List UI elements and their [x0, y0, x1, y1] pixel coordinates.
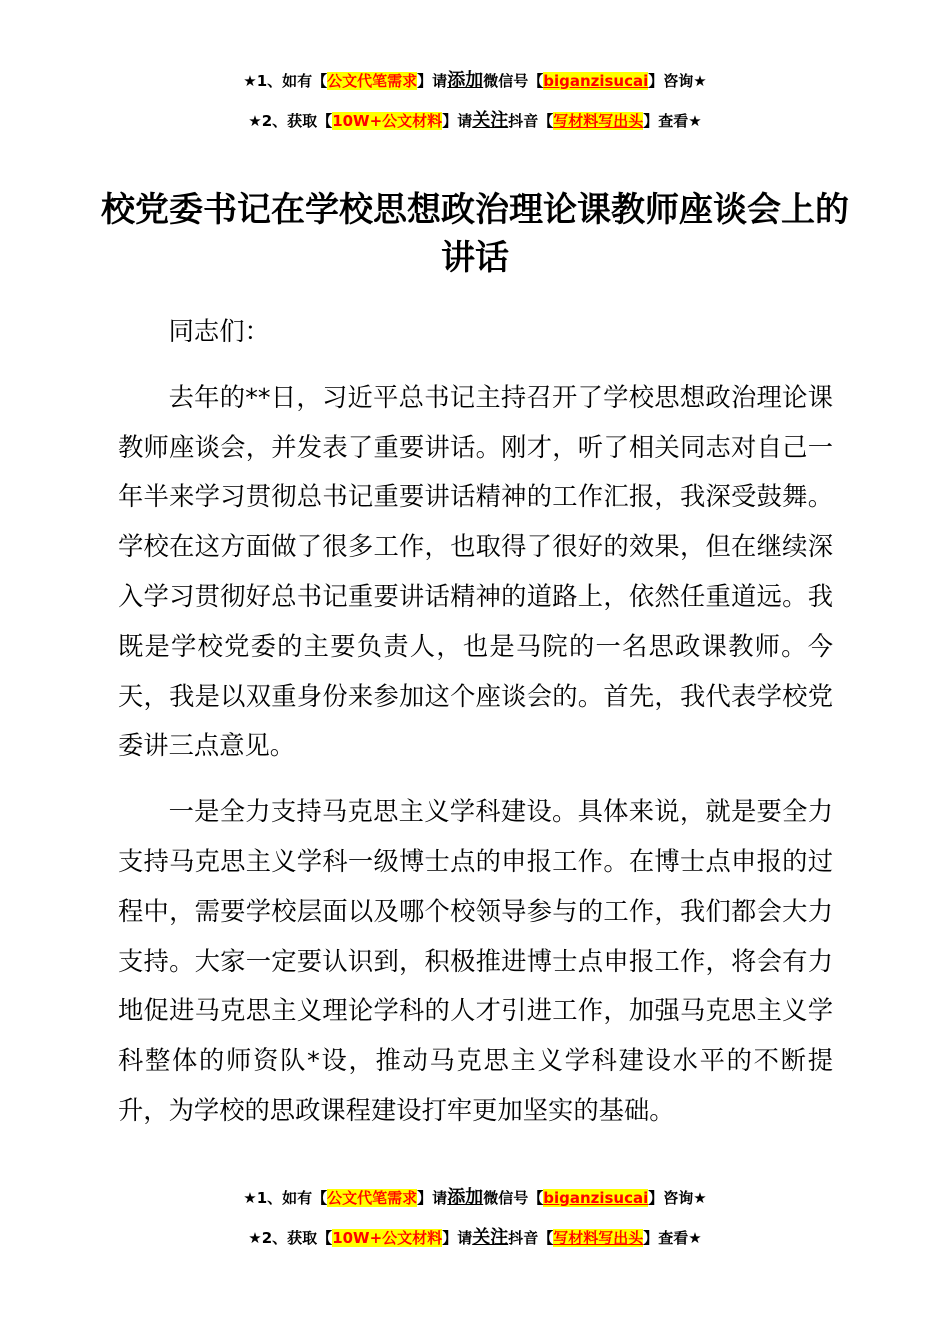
promo-line-1: [0, 71, 950, 91]
paragraph: 去年的**日，习近平总书记主持召开了学校思想政治理论课教师座谈会，并发表了重要讲话。刚才，听了相关同志对自己一年半来学习贯彻总书记重要讲话精神的工作汇报，我深受鼓舞。学校在这方面做了很多工作，也取得了很好的效果，但在继续深入学习贯彻好总书记重要讲话精神的道路上，依然任重道远。我既是学校党委的主要负责人，也是马院的一名思政课教师。今天，我是以双重身份来参加这个座谈会的。首先，我代表学校党委讲三点意见。: [118, 382, 833, 761]
promo-highlight: 10W+公文材料: [332, 1229, 443, 1247]
promo-emphasis: 关注: [472, 110, 509, 131]
douyin-account: 写材料写出头: [553, 1229, 644, 1247]
promo-text: 】请: [442, 1229, 473, 1247]
promo-text: 抖音【: [508, 112, 554, 130]
wechat-id: biganzisucai: [543, 1189, 649, 1207]
promo-text: 】请: [442, 112, 473, 130]
promo-line-1-footer: [0, 1188, 950, 1208]
promo-text: ★1、如有【: [243, 1189, 328, 1207]
document-title: 校党委书记在学校思想政治理论课教师座谈会上的讲话: [101, 190, 849, 278]
promo-highlight: 10W+公文材料: [332, 112, 443, 130]
promo-line-2-footer: [0, 1228, 950, 1248]
promo-highlight: 公文代笔需求: [327, 72, 418, 90]
promo-text: 】查看★: [643, 1229, 702, 1247]
wechat-id: biganzisucai: [543, 72, 649, 90]
promo-emphasis: 关注: [472, 1227, 509, 1248]
promo-text: 】咨询★: [648, 72, 707, 90]
promo-text: 抖音【: [508, 1229, 554, 1247]
douyin-account: 写材料写出头: [553, 112, 644, 130]
promo-text: 微信号【: [483, 1189, 544, 1207]
promo-text: ★2、获取【: [248, 112, 333, 130]
salutation: 同志们：: [168, 317, 270, 346]
document-body: [118, 307, 833, 1152]
promo-emphasis: 添加: [447, 70, 484, 91]
promo-text: ★2、获取【: [248, 1229, 333, 1247]
promo-text: ★1、如有【: [243, 72, 328, 90]
paragraph: 一是全力支持马克思主义学科建设。具体来说，就是要全力支持马克思主义学科一级博士点的申报工作。在博士点申报的过程中，需要学校层面以及哪个校领导参与的工作，我们都会大力支持。大家一定要认识到，积极推进博士点申报工作，将会有力地促进马克思主义理论学科的人才引进工作，加强马克思主义学科整体的师资队*设，推动马克思主义学科建设水平的不断提升，为学校的思政课程建设打牢更加坚实的基础。: [118, 797, 833, 1125]
promo-text: 】咨询★: [648, 1189, 707, 1207]
promo-text: 微信号【: [483, 72, 544, 90]
promo-text: 】请: [417, 1189, 448, 1207]
promo-emphasis: 添加: [447, 1187, 484, 1208]
promo-highlight: 公文代笔需求: [327, 1189, 418, 1207]
promo-text: 】请: [417, 72, 448, 90]
promo-line-2: [0, 111, 950, 131]
promo-text: 】查看★: [643, 112, 702, 130]
